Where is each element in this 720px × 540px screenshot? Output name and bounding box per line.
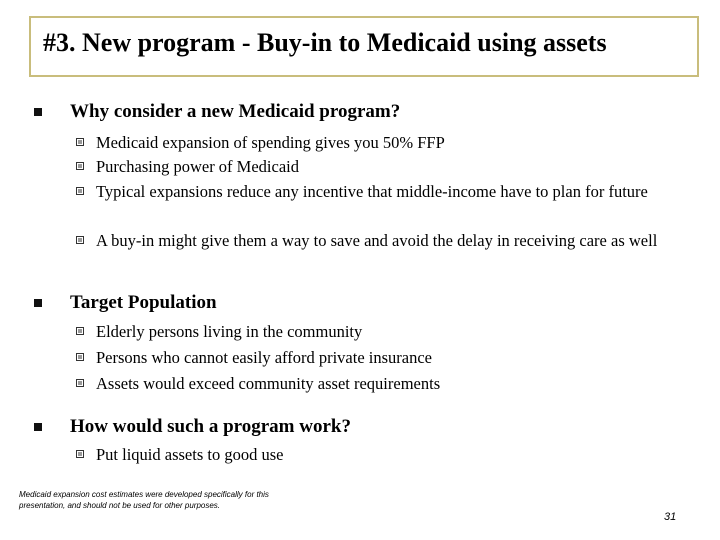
page-number: 31	[664, 511, 677, 523]
checkbox-bullet-icon	[76, 353, 84, 361]
checkbox-bullet-icon	[76, 450, 84, 458]
list-item: Medicaid expansion of spending gives you 50% FFP	[76, 131, 686, 154]
slide-title: #3. New program - Buy-in to Medicaid using assets	[43, 28, 607, 57]
footnote: Medicaid expansion cost estimates were developed specifically for this presentation, and should not be used for other purposes.	[19, 490, 269, 510]
list-item: Persons who cannot easily afford private insurance	[76, 346, 686, 369]
title-frame-left-border	[29, 16, 31, 76]
title-frame-bottom-border	[29, 75, 699, 77]
checkbox-bullet-icon	[76, 327, 84, 335]
square-bullet-icon	[34, 423, 42, 431]
title-frame-right-border	[697, 16, 699, 76]
checkbox-bullet-icon	[76, 138, 84, 146]
title-frame-top-border	[29, 16, 699, 18]
checkbox-bullet-icon	[76, 236, 84, 244]
list-item: Assets would exceed community asset requirements	[76, 372, 686, 395]
list-item: Typical expansions reduce any incentive that middle-income have to plan for future	[76, 180, 686, 203]
square-bullet-icon	[34, 299, 42, 307]
checkbox-bullet-icon	[76, 187, 84, 195]
list-item: Purchasing power of Medicaid	[76, 155, 686, 178]
checkbox-bullet-icon	[76, 379, 84, 387]
square-bullet-icon	[34, 108, 42, 116]
list-item: Elderly persons living in the community	[76, 320, 686, 343]
list-item: A buy-in might give them a way to save and avoid the delay in receiving care as well	[76, 229, 686, 252]
checkbox-bullet-icon	[76, 162, 84, 170]
list-item: Put liquid assets to good use	[76, 443, 686, 466]
